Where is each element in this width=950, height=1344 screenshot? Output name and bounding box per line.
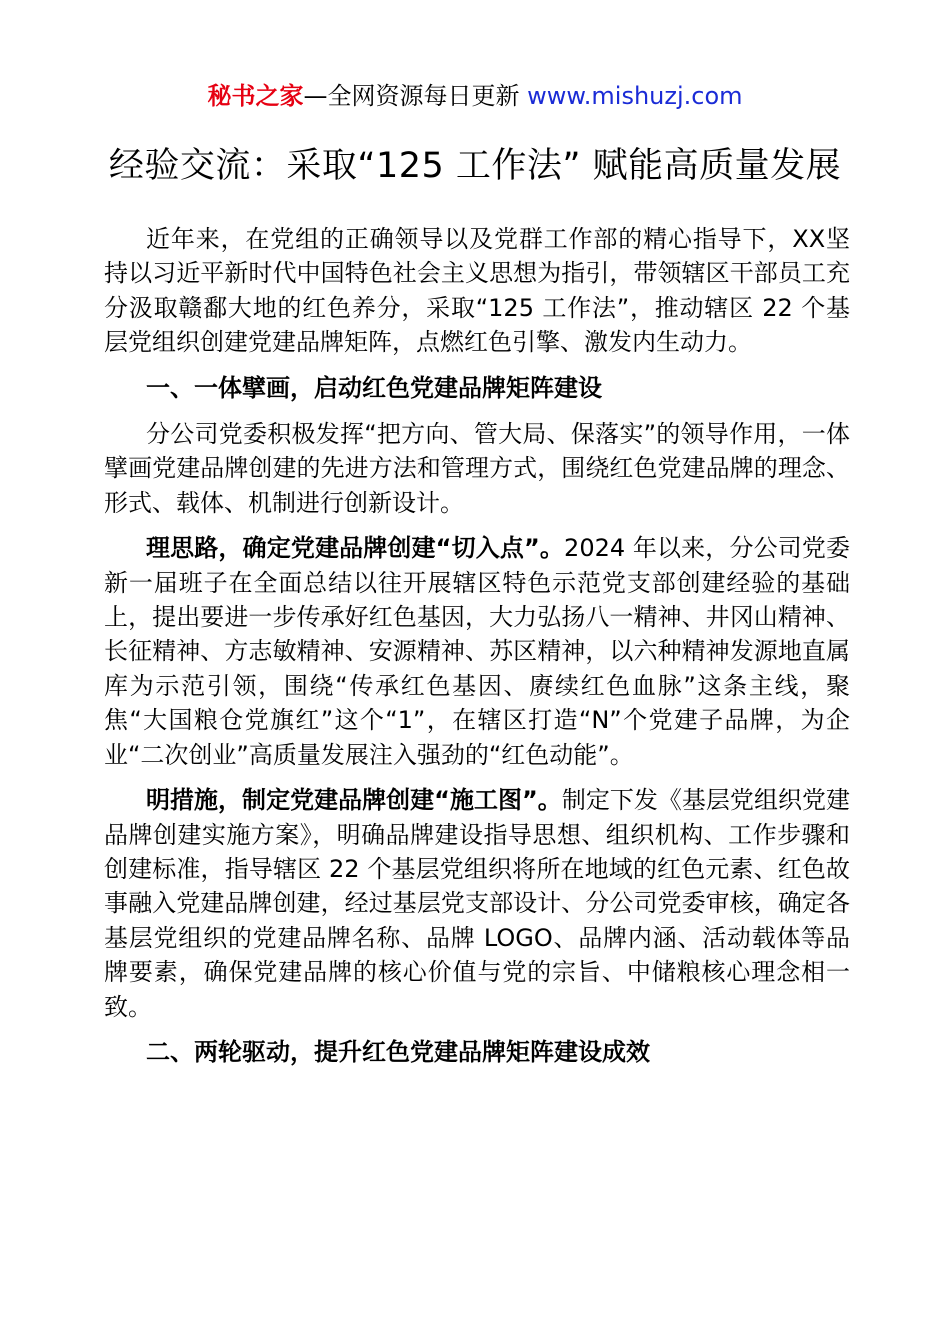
site-slogan: —全网资源每日更新 [303,82,528,110]
site-header [0,80,950,112]
site-brand: 秘书之家 [207,82,304,110]
sub-point-lead-2: 明措施，制定党建品牌创建“施工图”。 [146,786,562,815]
sub-point-body-1: 2024 年以来，分公司党委新一届班子在全面总结以往开展辖区特色示范党支部创建经验的基础上，提出要进一步传承好红色基因，大力弘扬八一精神、井冈山精神、长征精神、方志敏精神、安源精神、苏区精神，以六种精神发源地直属库为示范引领，围绕“传承红色基因、赓续红色血脉”这条主线，聚焦“大国粮仓党旗红”这个“1”，在辖区打造“N”个党建子品牌，为企业“二次创业”高质量发展注入强劲的“红色动能”。 [104,534,850,769]
sub-point-body-2: 制定下发《基层党组织党建品牌创建实施方案》，明确品牌建设指导思想、组织机构、工作步骤和创建标准，指导辖区 22 个基层党组织将所在地域的红色元素、红色故事融入党建品牌创建，经过基层党支部设计、分公司党委审核，确定各基层党组织的党建品牌名称、品牌 LOGO、品牌内涵、活动载体等品牌要素，确保党建品牌的核心价值与党的宗旨、中储粮核心理念相一致。 [104,786,850,1021]
section-1-paragraph: 分公司党委积极发挥“把方向、管大局、保落实”的领导作用，一体擘画党建品牌创建的先进方法和管理方式，围绕红色党建品牌的理念、形式、载体、机制进行创新设计。 [104,420,850,517]
sub-point-paragraph-2 [104,783,850,1024]
document-title: 经验交流：采取“125 工作法” 赋能高质量发展 [108,146,842,186]
sub-point-lead-1: 理思路，确定党建品牌创建“切入点”。 [146,534,565,563]
intro-paragraph: 近年来，在党组的正确领导以及党群工作部的精心指导下，XX坚持以习近平新时代中国特色社会主义思想为指引，带领辖区干部员工充分汲取赣鄱大地的红色养分，采取“125 工作法”，推动辖区 22 个基层党组织创建党建品牌矩阵，点燃红色引擎、激发内生动力。 [104,225,850,357]
sub-point-paragraph-1 [104,531,850,772]
document-body [104,222,850,1081]
section-heading-1: 一、一体擘画，启动红色党建品牌矩阵建设 [146,373,602,402]
section-heading-2: 二、两轮驱动，提升红色党建品牌矩阵建设成效 [146,1037,650,1066]
site-url-link[interactable]: www.mishuzj.com [527,82,743,110]
